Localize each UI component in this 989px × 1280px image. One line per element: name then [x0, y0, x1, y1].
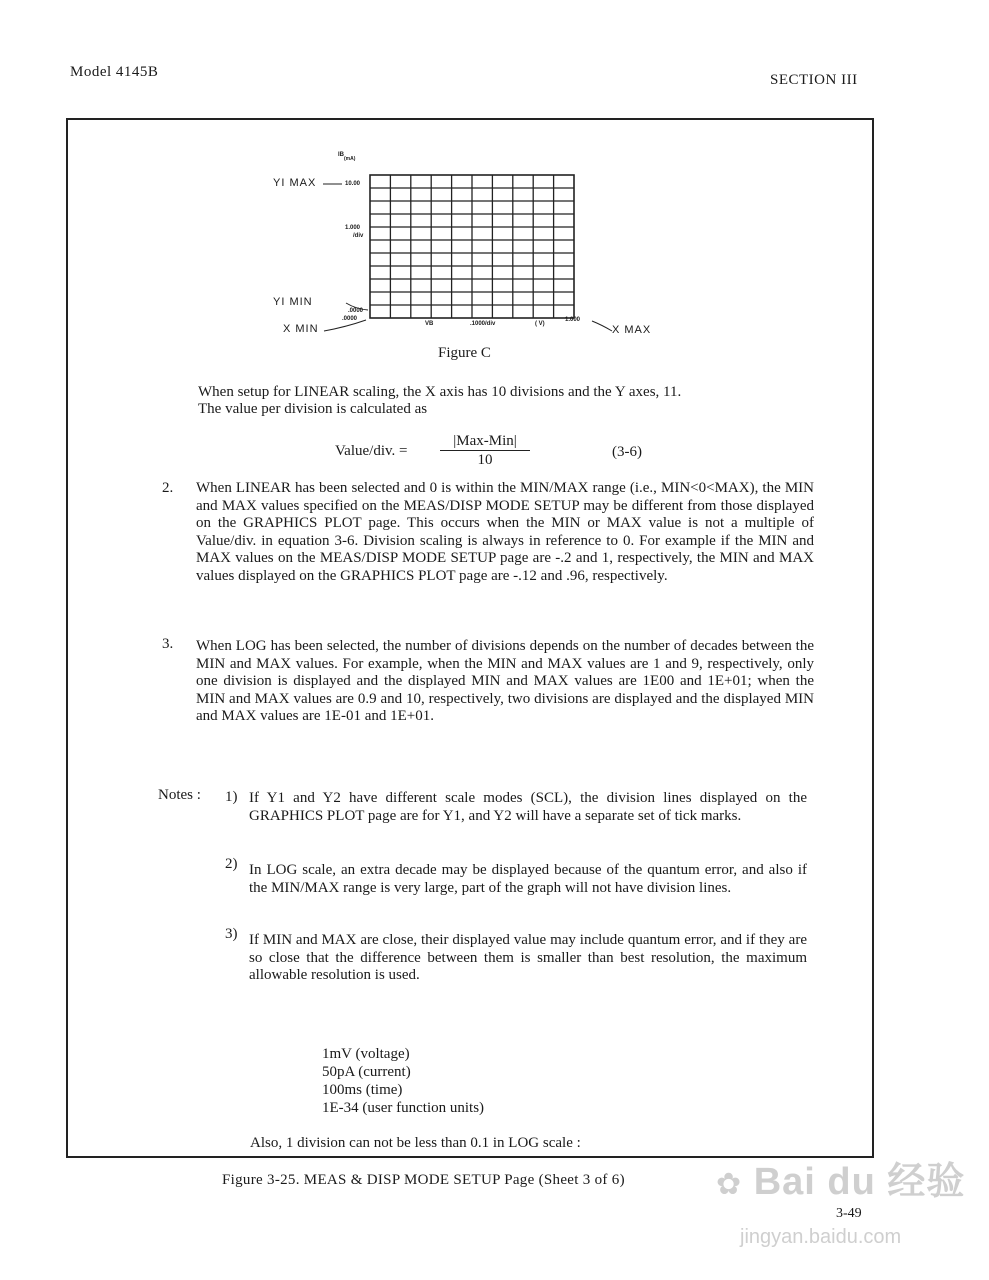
intro-line-1: When setup for LINEAR scaling, the X axis has 10 divisions and the Y axes, 11. — [198, 384, 682, 400]
figure-c-grid — [370, 175, 574, 318]
equation-lhs: Value/div. = — [335, 443, 408, 459]
page-number: 3-49 — [836, 1206, 862, 1221]
item-2-number: 2. — [162, 480, 174, 496]
x-min-value: .0000 — [342, 316, 358, 322]
figure-c-caption: Figure C — [438, 345, 491, 361]
figure-caption: Figure 3-25. MEAS & DISP MODE SETUP Page (Sheet 3 of 6) — [222, 1172, 625, 1188]
equation-fraction — [440, 432, 530, 469]
note-2-text: In LOG scale, an extra decade may be displayed because of the quantum error, and also if the MIN/MAX range is very large, part of the graph will not have division lines. — [249, 862, 807, 896]
watermark-url: jingyan.baidu.com — [740, 1226, 902, 1248]
item-3-text: When LOG has been selected, the number of divisions depends on the number of decades between the MIN and MAX values. For example, when the MIN and MAX values are 1 and 9, respectively, only one division is displayed and the displayed MIN and MAX values are 1E00 and 1E+01; when the MIN and MAX values are 0.9 and 10, respectively, two divisions are displayed and the displayed MIN and MAX values are 1E-01 and 1E+01. — [196, 638, 814, 724]
x-var-label: VB — [425, 321, 434, 327]
x-min-label: X MIN — [283, 323, 319, 335]
note-2-number: 2) — [225, 856, 238, 872]
equation-denominator: 10 — [477, 452, 493, 468]
resolution-list — [322, 1045, 484, 1117]
note-1-number: 1) — [225, 789, 238, 805]
y-min-label: YI MIN — [273, 296, 313, 308]
y-unit-label: $IB_{(mA)}$ — [338, 152, 356, 162]
y-max-label: YI MAX — [273, 177, 317, 189]
notes-label: Notes : — [158, 787, 201, 803]
header-model: Model 4145B — [70, 64, 159, 80]
resolution-item: 1mV (voltage) — [322, 1046, 410, 1062]
note-1-text: If Y1 and Y2 have different scale modes (SCL), the division lines displayed on the GRAPHICS PLOT page are for Y1, and Y2 will have a separate set of tick marks. — [249, 790, 807, 824]
equation-numerator: |Max-Min| — [440, 432, 530, 451]
note-3-number: 3) — [225, 926, 238, 942]
intro-line-2: The value per division is calculated as — [198, 401, 428, 417]
note-3-text: If MIN and MAX are close, their displayed value may include quantum error, and if they are so close that the difference between them is smaller than best resolution, the maximum allowable resolution is used. — [249, 932, 807, 983]
figure-c-graph — [260, 145, 680, 345]
equation-number: (3-6) — [612, 444, 642, 460]
y-min-value: .0000 — [348, 308, 364, 314]
x-max-value: 1.000 — [565, 317, 581, 323]
x-unit-label: ( V) — [535, 321, 545, 327]
y-div-value: 1.000 /div — [345, 225, 364, 239]
x-max-leader — [592, 321, 612, 331]
also-line: Also, 1 division can not be less than 0.1 in LOG scale : — [250, 1135, 581, 1151]
x-div-label: .1000/div — [470, 321, 496, 327]
y-max-value: 10.00 — [345, 181, 361, 187]
item-2-text: When LINEAR has been selected and 0 is within the MIN/MAX range (i.e., MIN<0<MAX), the MIN and MAX values specified on the MEAS/DISP MODE SETUP may be different from those displayed on the GRAPHICS PLOT page. This occurs when the MIN or MAX value is not a multiple of Value/div. in equation 3-6. Division scaling is always in reference to 0. For example if the MIN and MAX values on the MEAS/DISP MODE SETUP page are -.2 and 1, respectively, the MIN and MAX values displayed on the GRAPHICS PLOT page are -.12 and .96, respectively. — [196, 480, 814, 584]
item-3-number: 3. — [162, 636, 174, 652]
x-max-label: X MAX — [612, 324, 652, 336]
resolution-item: 100ms (time) — [322, 1082, 403, 1098]
watermark-logo: ✿ Bai du 经验 — [716, 1161, 966, 1203]
paw-icon: ✿ — [716, 1168, 743, 1201]
resolution-item: 1E-34 (user function units) — [322, 1100, 485, 1116]
resolution-item: 50pA (current) — [322, 1064, 411, 1080]
header-section: SECTION III — [770, 72, 858, 88]
